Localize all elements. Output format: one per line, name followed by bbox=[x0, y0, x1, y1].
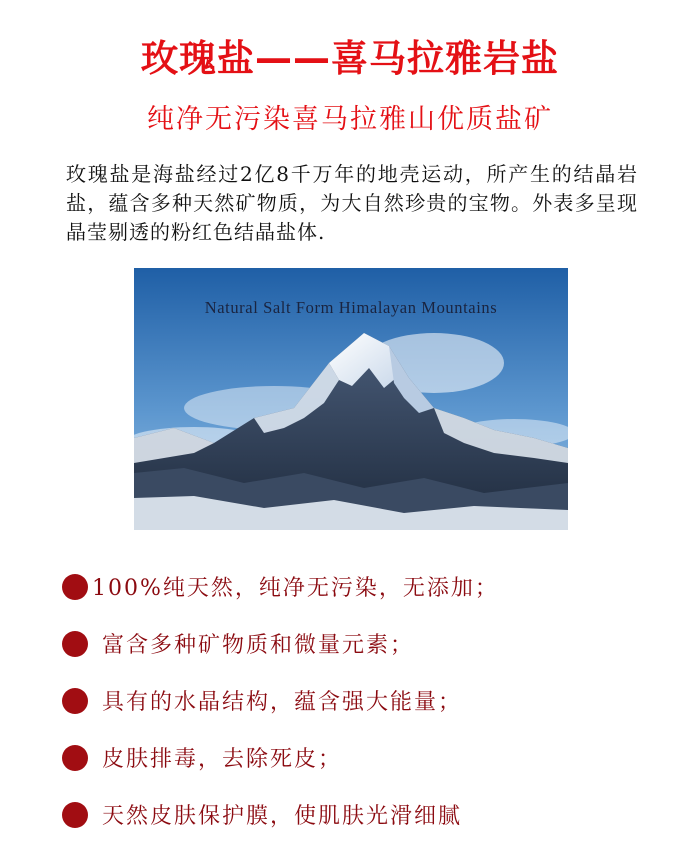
bullet-dot-icon bbox=[62, 745, 88, 771]
bullet-dot-icon bbox=[62, 802, 88, 828]
bullet-dot-icon bbox=[62, 574, 88, 600]
feature-text: 100%纯天然，纯净无污染，无添加； bbox=[92, 576, 499, 601]
feature-text: 具有的水晶结构，蕴含强大能量； bbox=[102, 690, 463, 715]
bullet-dot-icon bbox=[62, 631, 88, 657]
page-subtitle: 纯净无污染喜马拉雅山优质盐矿 bbox=[147, 104, 553, 135]
page-title: 玫瑰盐——喜马拉雅岩盐 bbox=[141, 37, 559, 80]
feature-text: 皮肤排毒，去除死皮； bbox=[102, 747, 343, 772]
feature-item bbox=[62, 729, 662, 786]
feature-text: 天然皮肤保护膜，使肌肤光滑细腻 bbox=[102, 804, 463, 829]
bullet-dot-icon bbox=[62, 688, 88, 714]
feature-item bbox=[62, 672, 662, 729]
photo-caption: Natural Salt Form Himalayan Mountains bbox=[204, 298, 498, 317]
feature-list bbox=[62, 558, 662, 843]
intro-paragraph: 玫瑰盐是海盐经过2亿8千万年的地壳运动，所产生的结晶岩盐，蕴含多种天然矿物质，为大自然珍贵的宝物。外表多呈现晶莹剔透的粉红色结晶盐体. bbox=[66, 162, 638, 244]
feature-item bbox=[62, 615, 662, 672]
feature-item bbox=[62, 786, 662, 843]
feature-text: 富含多种矿物质和微量元素； bbox=[102, 633, 415, 658]
feature-item bbox=[62, 558, 662, 615]
mountain-photo bbox=[134, 268, 568, 530]
